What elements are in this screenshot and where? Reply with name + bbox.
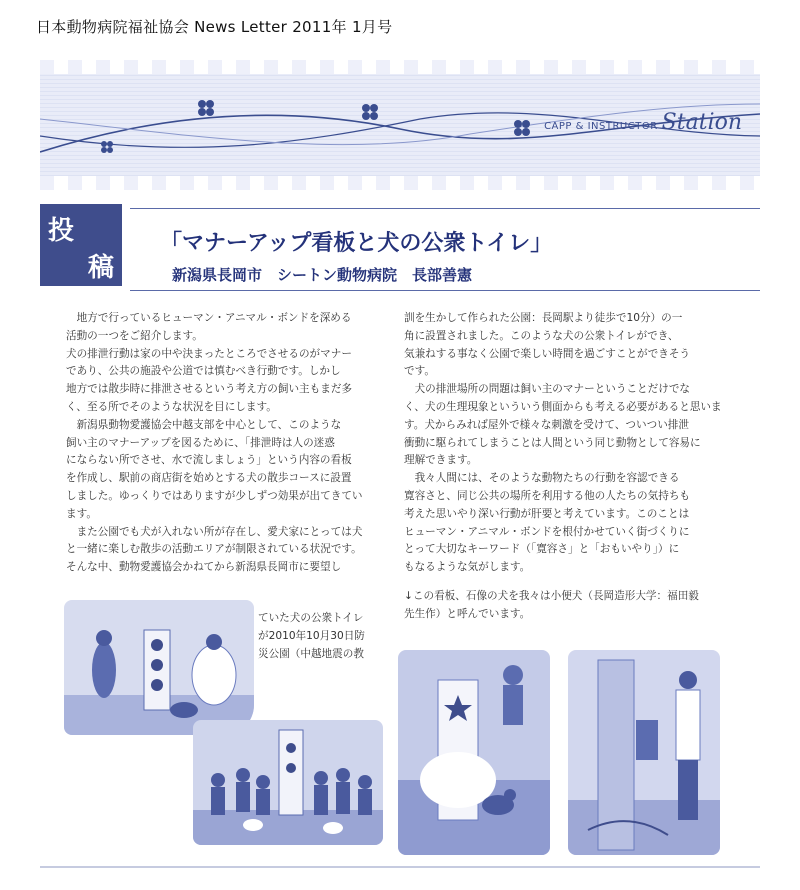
photo-group xyxy=(193,720,383,845)
photo-toilet-pole xyxy=(568,650,720,855)
photo-signboard-unveiling xyxy=(64,600,254,735)
photo-dog-statue xyxy=(398,650,550,855)
article-body-left: 地方で行っているヒューマン・アニマル・ボンドを深める 活動の一つをご紹介します。 犬の排泄行動は家の中や決まったところでさせるのがマナー であり、公共の施設や公道では慎むべき行動です。しかし 地方では散歩時に排泄させるという考え方の飼い主もまだ多 く、至る所でそのような状況を目にします。 新潟県動物愛護協会中越支部を中心として、このような 飼い主のマナーアップを図るために、「排泄時は人の迷惑 にならない所でさせ、水で流しましょう」という内容の看板 を作成し、駅前の商店街を始めとする犬の散歩コースに設置 しました。ゆっくりではありますが少しずつ効果が出てきてい ます。 また公園でも犬が入れない所が存在し、愛犬家にとっては犬 と一緒に楽しむ散歩の活動エリアが制限されている状況です。 そんな中、動物愛護協会かねてから新潟県長岡市に要望し xyxy=(66,312,363,574)
title-rule-bottom xyxy=(130,290,760,291)
contribution-tag xyxy=(40,204,122,286)
page-bottom-rule xyxy=(40,866,760,868)
tag-char-top: 投 xyxy=(48,216,75,246)
film-perforation-bottom xyxy=(40,176,760,190)
photo-note: ↓この看板、石像の犬を我々は小便犬（長岡造形大学：福田毅 先生作）と呼んでいます。 xyxy=(404,590,699,620)
newsletter-header: 日本動物病院福祉協会 News Letter 2011年 1月号 xyxy=(36,18,393,36)
article-byline: 新潟県長岡市 シートン動物病院 長部善憲 xyxy=(172,266,473,284)
article-headline: 「マナーアップ看板と犬の公衆トイレ」 xyxy=(160,231,553,256)
tag-char-bottom: 稿 xyxy=(87,253,114,283)
logo-big-text: Station xyxy=(661,110,742,135)
title-rule-top xyxy=(130,208,760,209)
film-perforation-top xyxy=(40,60,760,74)
clover-icon xyxy=(101,100,530,153)
article-body-right: 訓を生かして作られた公園：長岡駅より徒歩で10分）の一 角に設置されました。このような犬の公衆トイレができ、 気兼ねする事なく公園で楽しい時間を過ごすことができそう です。 犬の排泄場所の問題は飼い主のマナーということだけでな く、犬の生理現象といういう側面からも考える必要があると思いま す。犬からみれば屋外で様々な刺激を受けて、ついつい排泄 衝動に駆られてしまうことは人間という同じ動物として容易に 理解できます。 我々人間には、そのような動物たちの行動を容認できる 寛容さと、同じ公共の場所を利用する他の人たちの気持ちも 考えた思いやり深い行動が肝要と考えています。このことは ヒューマン・アニマル・ボンドを根付かせていく街づくりに とって大切なキーワード（「寛容さ」と「おもいやり」）に もなるような気がします。 xyxy=(404,312,722,574)
logo-small-text: CAPP & INSTRUCTOR xyxy=(544,121,658,132)
banner xyxy=(40,60,760,190)
capp-station-logo xyxy=(544,110,742,135)
article-body-continued: ていた犬の公衆トイレ が2010年10月30日防 災公園（中越地震の教 xyxy=(258,612,365,660)
